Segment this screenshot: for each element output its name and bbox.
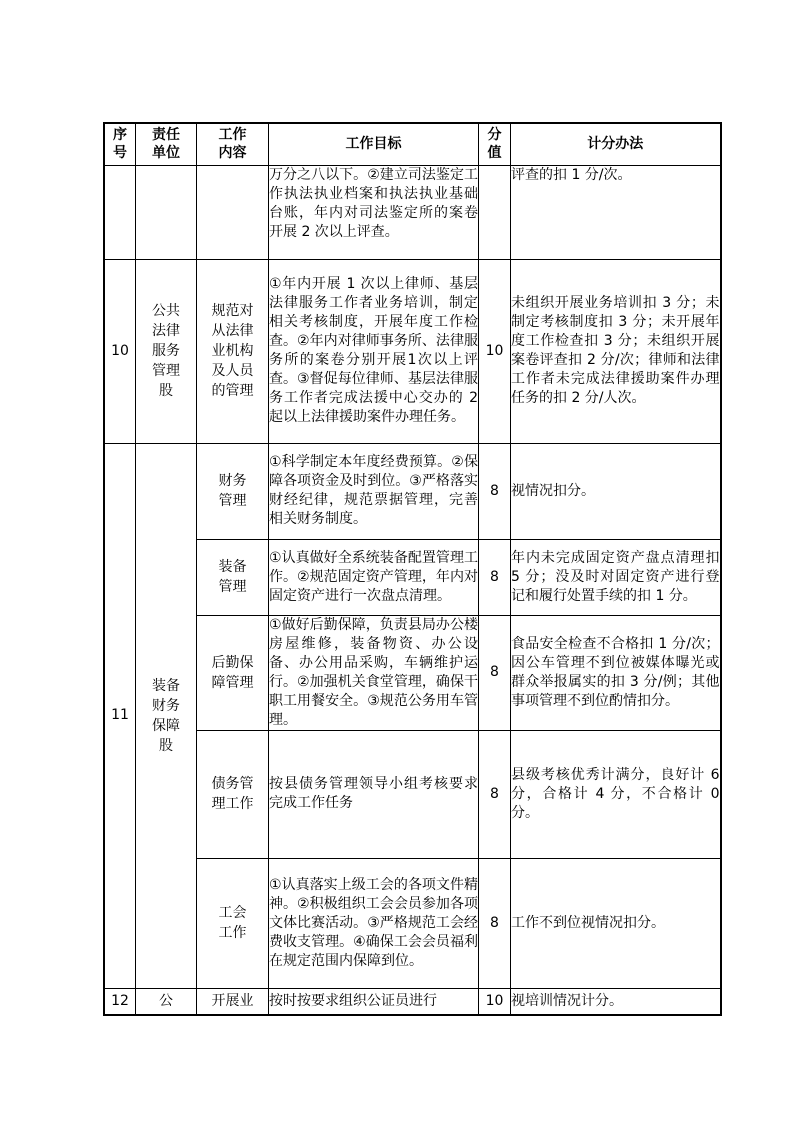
cell-content bbox=[197, 443, 269, 539]
cell-score: 10 bbox=[479, 259, 511, 443]
cell-score: 10 bbox=[479, 988, 511, 1015]
unit-text: 装备 财务 保障 股 bbox=[152, 677, 180, 754]
cell-seq: 12 bbox=[104, 988, 136, 1015]
cell-method bbox=[511, 259, 721, 443]
header-content: 工作 内容 bbox=[197, 123, 269, 165]
cell-score: 8 bbox=[479, 539, 511, 615]
cell-score: 8 bbox=[479, 615, 511, 730]
cell-method bbox=[511, 165, 721, 259]
cell-target bbox=[269, 539, 479, 615]
cell-unit: 公 bbox=[136, 988, 197, 1015]
target-text: ①年内开展 1 次以上律师、基层法律服务工作者业务培训，制定相关考核制度，开展年度工作检查。②年内对律师事务所、法律服务所的案卷分别开展1次以上评查。③督促每位律师、基层法律服务工作者完成法援中心交办的 2 起以上法律援助案件办理任务。 bbox=[269, 276, 478, 425]
cell-unit bbox=[136, 443, 197, 988]
cell-method bbox=[511, 539, 721, 615]
cell-target bbox=[269, 858, 479, 988]
cell-target bbox=[269, 615, 479, 730]
cell-method bbox=[511, 858, 721, 988]
content-text: 债务管 理工作 bbox=[211, 776, 254, 812]
cell-score: 8 bbox=[479, 730, 511, 858]
content-text: 工会 工作 bbox=[218, 905, 247, 941]
method-text: 评查的扣 1 分/次。 bbox=[511, 166, 632, 183]
cell-content bbox=[197, 259, 269, 443]
cell-method bbox=[511, 730, 721, 858]
target-text: ①认真落实上级工会的各项文件精神。②积极组织工会会员参加各项文体比赛活动。③严格规范工会经费收支管理。④确保工会会员福利在规定范围内保障到位。 bbox=[269, 876, 478, 969]
cell-content bbox=[197, 858, 269, 988]
cell-target bbox=[269, 730, 479, 858]
assessment-table bbox=[103, 122, 722, 1016]
cell-content bbox=[197, 165, 269, 259]
table-row bbox=[104, 165, 721, 259]
header-unit: 责任 单位 bbox=[136, 123, 197, 165]
method-text: 年内未完成固定资产盘点清理扣 5 分；没及时对固定资产进行登记和履行处置手续的扣 1 分。 bbox=[511, 549, 720, 604]
cell-score: 8 bbox=[479, 443, 511, 539]
cell-target: 按时按要求组织公证员进行 bbox=[269, 988, 479, 1015]
cell-method bbox=[511, 443, 721, 539]
target-text: ①做好后勤保障，负责县局办公楼房屋维修，装备物资、办公设备、办公用品采购，车辆维护运行。②加强机关食堂管理，确保干职工用餐安全。③规范公务用车管理。 bbox=[269, 616, 478, 728]
table-row bbox=[104, 730, 721, 858]
cell-score: 8 bbox=[479, 858, 511, 988]
content-text: 装备 管理 bbox=[218, 559, 247, 595]
cell-target bbox=[269, 443, 479, 539]
cell-content bbox=[197, 730, 269, 858]
header-target: 工作目标 bbox=[269, 123, 479, 165]
unit-text: 公共 法律 服务 管理 股 bbox=[152, 303, 180, 399]
content-text: 规范对 从法律 业机构 及人员 的管理 bbox=[211, 303, 254, 399]
header-method: 计分办法 bbox=[511, 123, 721, 165]
cell-target bbox=[269, 259, 479, 443]
header-row bbox=[104, 123, 721, 165]
cell-content bbox=[197, 539, 269, 615]
header-score: 分 值 bbox=[479, 123, 511, 165]
table-row bbox=[104, 615, 721, 730]
method-text: 未组织开展业务培训扣 3 分；未制定考核制度扣 3 分；未开展年度工作检查扣 3 分；未组织开展案卷评查扣 2 分/次；律师和法律工作者未完成法律援助案件办理任务的扣 2 分/人次。 bbox=[511, 295, 720, 406]
table-row bbox=[104, 443, 721, 539]
cell-content: 开展业 bbox=[197, 988, 269, 1015]
cell-seq: 11 bbox=[104, 443, 136, 988]
method-text: 视情况扣分。 bbox=[511, 482, 595, 499]
content-text: 后勤保 障管理 bbox=[211, 654, 254, 691]
method-text: 工作不到位视情况扣分。 bbox=[511, 914, 665, 931]
method-text: 食品安全检查不合格扣 1 分/次；因公车管理不到位被媒体曝光或群众举报属实的扣 3 分/例；其他事项管理不到位酌情扣分。 bbox=[511, 635, 720, 709]
cell-method: 视培训情况计分。 bbox=[511, 988, 721, 1015]
content-text: 财务 管理 bbox=[218, 473, 247, 509]
table-row bbox=[104, 259, 721, 443]
cell-unit bbox=[136, 259, 197, 443]
cell-target bbox=[269, 165, 479, 259]
target-text: 万分之八以下。②建立司法鉴定工作执法执业档案和执法执业基础台账，年内对司法鉴定所的案卷开展 2 次以上评查。 bbox=[269, 166, 478, 240]
target-text: ①认真做好全系统装备配置管理工作。②规范固定资产管理，年内对固定资产进行一次盘点清理。 bbox=[269, 549, 478, 604]
cell-score bbox=[479, 165, 511, 259]
cell-unit bbox=[136, 165, 197, 259]
target-text: ①科学制定本年度经费预算。②保障各项资金及时到位。③严格落实财经纪律，规范票据管理，完善相关财务制度。 bbox=[269, 454, 478, 527]
header-seq: 序 号 bbox=[104, 123, 136, 165]
table-row bbox=[104, 988, 721, 1015]
table-row bbox=[104, 539, 721, 615]
cell-seq: 10 bbox=[104, 259, 136, 443]
cell-content bbox=[197, 615, 269, 730]
target-text: 按县债务管理领导小组考核要求完成工作任务 bbox=[269, 776, 478, 811]
method-text: 县级考核优秀计满分，良好计 6 分，合格计 4 分，不合格计 0 分。 bbox=[511, 766, 720, 821]
table-row bbox=[104, 858, 721, 988]
cell-seq bbox=[104, 165, 136, 259]
cell-method bbox=[511, 615, 721, 730]
